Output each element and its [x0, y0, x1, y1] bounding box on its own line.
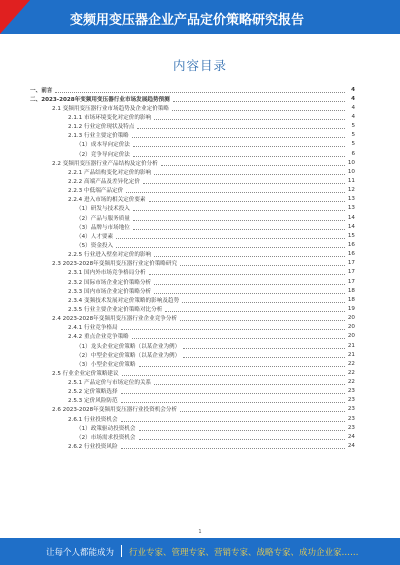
toc-entry-page: 23	[347, 406, 355, 413]
toc-entry-page: 23	[347, 397, 355, 404]
toc-entry-text: 2.3.1 国内外市场竞争格局分析	[68, 270, 146, 277]
toc-leader-dots	[132, 337, 345, 339]
toc-entry-page: 10	[347, 168, 355, 175]
toc-leader-dots	[133, 209, 345, 211]
toc-entry-page: 14	[347, 223, 355, 230]
toc-entry-text: 2.3 2023-2028年变频用变压器行业定价策略研究	[52, 261, 178, 268]
footer-divider	[121, 545, 122, 557]
toc-entry-text: （3）小型企业定价策略	[76, 361, 136, 368]
toc-entry-text: （2）竞争导向定价法	[76, 151, 130, 158]
toc-entry[interactable]	[30, 314, 355, 323]
toc-entry-page: 23	[347, 415, 355, 422]
toc-leader-dots	[149, 200, 345, 202]
toc-leader-dots	[180, 319, 345, 321]
toc-entry-text: （1）龙头企业定价策略（以某企业为例）	[76, 343, 181, 350]
toc-entry-page: 23	[347, 424, 355, 431]
toc-entry[interactable]	[30, 186, 355, 195]
toc-entry-text: 2.3.4 变频技术发展对定价策略的影响及趋势	[68, 297, 180, 304]
toc-leader-dots	[139, 365, 346, 367]
toc-entry-text: 2.2.3 中低端产品定价	[68, 188, 124, 195]
toc-entry-text: 2.4.1 行业竞争格局	[68, 325, 118, 332]
toc-leader-dots	[173, 100, 345, 102]
toc-entry-page: 16	[347, 241, 355, 248]
toc-entry-page: 5	[347, 123, 355, 129]
toc-leader-dots	[121, 420, 345, 422]
toc-entry[interactable]	[30, 368, 355, 377]
toc-leader-dots	[180, 410, 345, 412]
toc-entry[interactable]	[30, 396, 355, 405]
toc-entry-page: 11	[347, 177, 355, 184]
toc-leader-dots	[133, 145, 345, 147]
report-title: 变频用变压器企业产品定价策略研究报告	[70, 13, 305, 28]
toc-entry[interactable]	[30, 140, 355, 149]
footer-tagline: 行业专家、管理专家、营销专家、战略专家、成功企业家……	[129, 548, 359, 558]
toc-entry-text: 2.2.2 高端产品及差异化定价	[68, 178, 140, 185]
toc-entry[interactable]	[30, 122, 355, 131]
toc-entry[interactable]	[30, 441, 355, 450]
toc-entry-page: 17	[347, 269, 355, 276]
toc-entry-text: 2.6.1 行业投资机会	[68, 416, 118, 423]
toc-entry-page: 15	[347, 232, 355, 239]
toc-entry-text: 2.2.5 行业进入壁垒对定价的影响	[68, 252, 152, 259]
toc-entry[interactable]	[30, 378, 355, 387]
toc-entry-page: 24	[347, 443, 355, 450]
toc-entry-text: 2.5.2 定价策略选择	[68, 389, 118, 396]
toc-entry-text: （1）研发与技术投入	[76, 206, 130, 213]
toc-entry-page: 24	[347, 433, 355, 440]
toc-entry-text: 2.1.2 行业定价现状及特点	[68, 124, 135, 131]
toc-entry-page: 19	[347, 305, 355, 312]
toc-entry[interactable]	[30, 286, 355, 295]
toc-leader-dots	[121, 392, 345, 394]
toc-entry[interactable]	[30, 213, 355, 222]
toc-entry[interactable]	[30, 277, 355, 286]
toc-leader-dots	[121, 401, 345, 403]
toc-entry[interactable]	[30, 341, 355, 350]
toc-entry[interactable]	[30, 432, 355, 441]
toc-leader-dots	[154, 292, 345, 294]
toc-entry-text: 2.4 2023-2028年变频用变压器行业企业竞争分析	[52, 316, 178, 323]
toc-entry-text: 2.5 行业企业定价策略建议	[52, 370, 119, 377]
toc-entry[interactable]	[30, 423, 355, 432]
toc-entry-page: 4	[347, 114, 355, 120]
toc-entry-text: （3）品牌与市场地位	[76, 224, 130, 231]
toc-leader-dots	[121, 328, 345, 330]
toc-entry-page: 13	[347, 196, 355, 203]
toc-entry[interactable]	[30, 103, 355, 112]
toc-entry-text: 二、2023-2028年变频用变压器行业市场发展趋势预测	[30, 96, 170, 103]
toc-entry[interactable]	[30, 240, 355, 249]
toc-title: 内容目录	[172, 58, 227, 73]
toc-entry-page: 16	[347, 251, 355, 258]
toc-entry-text: 2.5.3 定价风险防范	[68, 398, 118, 405]
toc-leader-dots	[126, 191, 345, 193]
toc-entry-text: （1）政策驱动投资机会	[76, 425, 136, 432]
toc-leader-dots	[137, 127, 345, 129]
toc-entry[interactable]	[30, 387, 355, 396]
toc-entry[interactable]	[30, 158, 355, 167]
toc-entry-text: 2.1 变频用变压器行业市场趋势及企业定价策略	[52, 105, 169, 112]
toc-entry-page: 5	[347, 141, 355, 147]
toc-leader-dots	[116, 246, 345, 248]
toc-entry-text: 一、前言	[30, 87, 53, 94]
report-header	[0, 0, 400, 34]
toc-entry-page: 23	[347, 388, 355, 395]
toc-entry[interactable]	[30, 304, 355, 313]
toc-entry-text: 2.2.4 进入市场的相关定价要素	[68, 197, 146, 204]
toc-entry-text: （2）中型企业定价策略（以某企业为例）	[76, 352, 181, 359]
toc-entry-page: 4	[347, 105, 355, 111]
toc-entry[interactable]	[30, 414, 355, 423]
toc-entry-page: 22	[347, 369, 355, 376]
toc-entry[interactable]	[30, 295, 355, 304]
toc-leader-dots	[161, 164, 345, 166]
toc-leader-dots	[132, 136, 345, 138]
toc-entry[interactable]	[30, 222, 355, 231]
toc-entry-page: 20	[347, 315, 355, 322]
toc-entry-text: （5）资金投入	[76, 242, 114, 249]
toc-entry-page: 22	[347, 379, 355, 386]
toc-entry-text: 2.1.1 市场环境变化对定价的影响	[68, 114, 152, 121]
toc-entry-page: 12	[347, 187, 355, 194]
toc-entry[interactable]	[30, 359, 355, 368]
toc-leader-dots	[133, 155, 345, 157]
toc-leader-dots	[165, 310, 345, 312]
toc-entry-text: 2.5.1 产品定价与市场定位的关系	[68, 380, 152, 387]
toc-leader-dots	[133, 219, 345, 221]
toc-leader-dots	[154, 283, 345, 285]
toc-leader-dots	[133, 228, 345, 230]
toc-leader-dots	[182, 301, 345, 303]
toc-leader-dots	[154, 255, 345, 257]
toc-list	[30, 85, 355, 451]
toc-entry[interactable]	[30, 268, 355, 277]
toc-leader-dots	[121, 447, 345, 449]
footer-slogan: 让每个人都能成为	[46, 548, 115, 558]
toc-entry[interactable]	[30, 323, 355, 332]
toc-leader-dots	[183, 347, 345, 349]
toc-leader-dots	[154, 383, 345, 385]
toc-entry-page: 20	[347, 324, 355, 331]
toc-entry-text: （4）人才要素	[76, 233, 114, 240]
toc-entry-page: 13	[347, 205, 355, 212]
toc-entry[interactable]	[30, 94, 355, 103]
toc-entry-page: 5	[347, 132, 355, 138]
toc-entry-text: （1）成本导向定价法	[76, 142, 130, 149]
toc-entry-text: 2.2.1 产品结构变化对定价的影响	[68, 169, 152, 176]
toc-leader-dots	[154, 118, 345, 120]
toc-entry[interactable]	[30, 332, 355, 341]
toc-entry[interactable]	[30, 204, 355, 213]
toc-entry-text: （2）市场需求投资机会	[76, 434, 136, 441]
footer-banner	[0, 538, 400, 565]
toc-leader-dots	[116, 237, 345, 239]
toc-entry-page: 18	[347, 296, 355, 303]
toc-entry[interactable]	[30, 250, 355, 259]
toc-leader-dots	[139, 429, 346, 431]
toc-entry-page: 17	[347, 278, 355, 285]
toc-entry-page: 4	[347, 96, 355, 102]
toc-leader-dots	[154, 173, 345, 175]
toc-entry-text: 2.2 变频用变压器行业产品结构及定价分析	[52, 160, 158, 167]
toc-leader-dots	[55, 91, 345, 93]
toc-entry-page: 21	[347, 342, 355, 349]
toc-entry[interactable]	[30, 149, 355, 158]
toc-leader-dots	[149, 273, 345, 275]
toc-entry[interactable]	[30, 112, 355, 121]
toc-entry-text: （2）产品与服务质量	[76, 215, 130, 222]
toc-leader-dots	[183, 356, 345, 358]
toc-leader-dots	[139, 438, 346, 440]
toc-entry-page: 4	[347, 87, 355, 93]
toc-entry-page: 17	[347, 260, 355, 267]
toc-entry-page: 10	[347, 159, 355, 166]
toc-entry-page: 6	[347, 151, 355, 157]
toc-entry-text: 2.4.2 重点企业竞争策略	[68, 334, 129, 341]
toc-entry-page: 18	[347, 287, 355, 294]
toc-entry[interactable]	[30, 405, 355, 414]
toc-leader-dots	[122, 374, 345, 376]
toc-leader-dots	[143, 182, 345, 184]
toc-entry-text: 2.3.2 国际市场企业定价策略分析	[68, 279, 152, 286]
toc-entry[interactable]	[30, 350, 355, 359]
toc-leader-dots	[180, 264, 345, 266]
toc-entry-page: 21	[347, 351, 355, 358]
toc-entry[interactable]	[30, 231, 355, 240]
toc-entry-text: 2.3.3 国内市场企业定价策略分析	[68, 288, 152, 295]
toc-entry[interactable]	[30, 176, 355, 185]
toc-entry-page: 14	[347, 214, 355, 221]
toc-entry-text: 2.6 2023-2028年变频用变压器行业投资机会分析	[52, 407, 178, 414]
toc-entry[interactable]	[30, 85, 355, 94]
toc-entry-text: 2.6.2 行业投资风险	[68, 444, 118, 451]
toc-entry[interactable]	[30, 259, 355, 268]
toc-leader-dots	[172, 109, 345, 111]
header-accent-corner	[0, 0, 30, 34]
toc-entry-text: 2.1.3 行业主要定价策略	[68, 133, 129, 140]
toc-entry-page: 22	[347, 360, 355, 367]
toc-entry[interactable]	[30, 195, 355, 204]
page-number: 1	[198, 529, 202, 535]
toc-entry-text: 2.3.5 行业主要企业定价策略对比分析	[68, 306, 163, 313]
toc-entry[interactable]	[30, 167, 355, 176]
toc-entry-page: 20	[347, 333, 355, 340]
toc-entry[interactable]	[30, 131, 355, 140]
